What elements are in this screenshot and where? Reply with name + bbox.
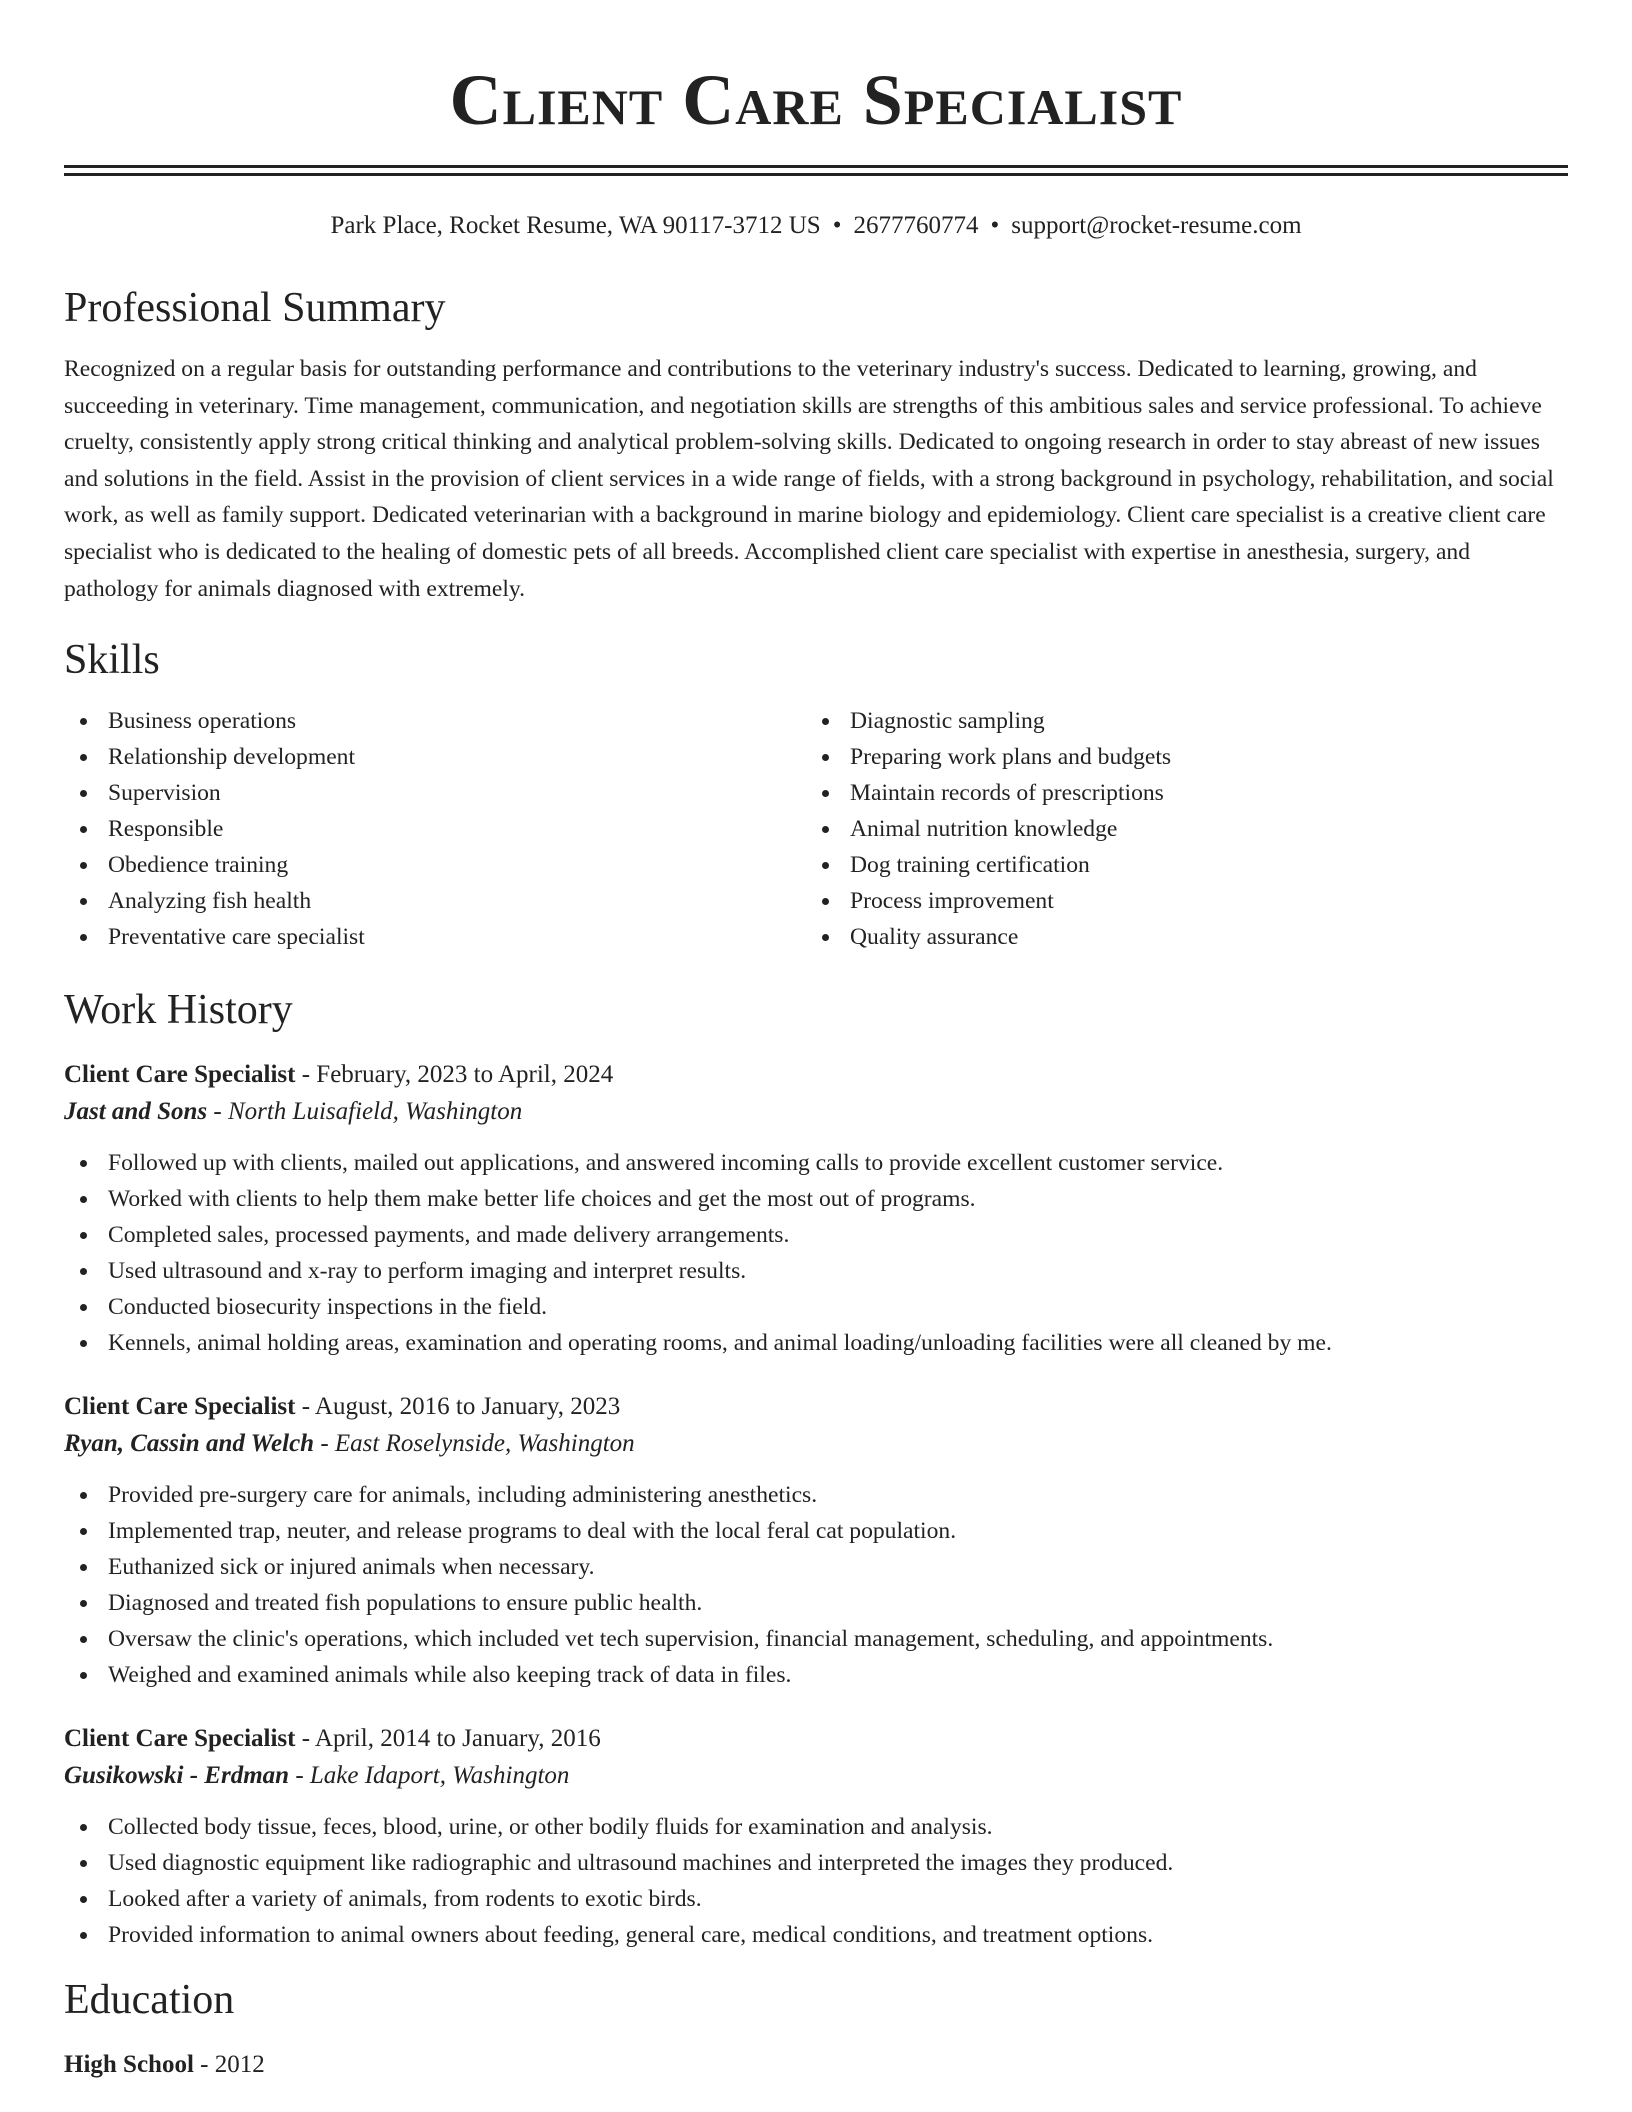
job-bullet: Weighed and examined animals while also keeping track of data in files. bbox=[64, 1657, 1568, 1693]
job-title-line bbox=[64, 1721, 1568, 1757]
job-bullet: Diagnosed and treated fish populations to ensure public health. bbox=[64, 1585, 1568, 1621]
job-bullet: Looked after a variety of animals, from rodents to exotic birds. bbox=[64, 1881, 1568, 1917]
job-title: Client Care Specialist bbox=[64, 1725, 296, 1753]
job-bullet: Oversaw the clinic's operations, which included vet tech supervision, financial management, scheduling, and appointments. bbox=[64, 1621, 1568, 1657]
job-dates: February, 2023 to April, 2024 bbox=[316, 1061, 614, 1089]
job-dash: - bbox=[314, 1430, 335, 1458]
contact-separator: • bbox=[832, 212, 842, 239]
job-bullet: Euthanized sick or injured animals when necessary. bbox=[64, 1549, 1568, 1585]
job-bullet: Kennels, animal holding areas, examination and operating rooms, and animal loading/unloading facilities were all cleaned by me. bbox=[64, 1325, 1568, 1361]
contact-phone: 2677760774 bbox=[853, 212, 979, 239]
title-double-rule bbox=[64, 165, 1568, 176]
job-bullet: Collected body tissue, feces, blood, urine, or other bodily fluids for examination and analysis. bbox=[64, 1809, 1568, 1845]
job-dates: August, 2016 to January, 2023 bbox=[314, 1393, 621, 1421]
job-title: Client Care Specialist bbox=[64, 1393, 296, 1421]
job-dates: April, 2014 to January, 2016 bbox=[314, 1725, 601, 1753]
contact-separator: • bbox=[990, 212, 1000, 239]
job-company: Jast and Sons bbox=[64, 1098, 208, 1126]
job-company-line bbox=[64, 1757, 1568, 1795]
job-company-line bbox=[64, 1093, 1568, 1131]
job-bullets bbox=[64, 1477, 1568, 1693]
skill-item: Animal nutrition knowledge bbox=[806, 811, 1548, 847]
education-year: 2012 bbox=[214, 2051, 265, 2079]
job-company: Ryan, Cassin and Welch bbox=[64, 1430, 315, 1458]
job-dash: - bbox=[295, 1061, 317, 1089]
skill-item: Analyzing fish health bbox=[64, 883, 806, 919]
job-bullet: Followed up with clients, mailed out applications, and answered incoming calls to provide excellent customer service. bbox=[64, 1145, 1568, 1181]
job-company-line bbox=[64, 1425, 1568, 1463]
contact-email: support@rocket-resume.com bbox=[1011, 212, 1302, 239]
skill-item: Preventative care specialist bbox=[64, 919, 806, 955]
education-heading: Education bbox=[64, 1977, 235, 2024]
job-bullets bbox=[64, 1145, 1568, 1361]
job-bullet: Conducted biosecurity inspections in the field. bbox=[64, 1289, 1568, 1325]
job-bullet: Used ultrasound and x-ray to perform imaging and interpret results. bbox=[64, 1253, 1568, 1289]
resume-title: Client Care Specialist bbox=[449, 60, 1183, 140]
skill-item: Maintain records of prescriptions bbox=[806, 775, 1548, 811]
job-location: East Roselynside, Washington bbox=[334, 1430, 635, 1458]
job-dash: - bbox=[289, 1762, 310, 1790]
education-degree: High School bbox=[64, 2051, 194, 2079]
contact-address: Park Place, Rocket Resume, WA 90117-3712 US bbox=[330, 212, 821, 239]
job-bullet: Used diagnostic equipment like radiographic and ultrasound machines and interpreted the images they produced. bbox=[64, 1845, 1568, 1881]
skill-item: Process improvement bbox=[806, 883, 1548, 919]
job-bullet: Provided pre-surgery care for animals, including administering anesthetics. bbox=[64, 1477, 1568, 1513]
education-separator: - bbox=[193, 2051, 215, 2079]
job-title: Client Care Specialist bbox=[64, 1061, 296, 1089]
skills-columns bbox=[64, 703, 1568, 955]
job-bullet: Worked with clients to help them make better life choices and get the most out of programs. bbox=[64, 1181, 1568, 1217]
skills-heading: Skills bbox=[64, 637, 160, 684]
job-entry bbox=[64, 1721, 1568, 1953]
skill-item: Obedience training bbox=[64, 847, 806, 883]
contact-line bbox=[64, 209, 1568, 243]
skill-item: Quality assurance bbox=[806, 919, 1548, 955]
work-history-heading: Work History bbox=[64, 987, 293, 1034]
skills-list-right bbox=[806, 703, 1548, 955]
skill-item: Business operations bbox=[64, 703, 806, 739]
skills-list-left bbox=[64, 703, 806, 955]
job-title-line bbox=[64, 1057, 1568, 1093]
work-history-list bbox=[64, 1057, 1568, 1953]
summary-text: Recognized on a regular basis for outstanding performance and contributions to the veterinary industry's success. Dedicated to learning, growing, and succeeding in veterinary. Time management, communication, and negotiation skills are strengths of this ambitious sales and service professional. To achieve cruelty, consistently apply strong critical thinking and analytical problem-solving skills. Dedicated to ongoing research in order to stay abreast of new issues and solutions in the field. Assist in the provision of client services in a wide range of fields, with a strong background in psychology, rehabilitation, and social work, as well as family support. Dedicated veterinarian with a background in marine biology and epidemiology. Client care specialist is a creative client care specialist who is dedicated to the healing of domestic pets of all breeds. Accomplished client care specialist with expertise in anesthesia, surgery, and pathology for animals diagnosed with extremely. bbox=[64, 356, 1554, 602]
education-entry bbox=[64, 2047, 1568, 2083]
skill-item: Supervision bbox=[64, 775, 806, 811]
job-dash: - bbox=[295, 1393, 315, 1421]
summary-heading: Professional Summary bbox=[64, 285, 446, 331]
job-bullets bbox=[64, 1809, 1568, 1953]
job-entry bbox=[64, 1389, 1568, 1693]
job-location: North Luisafield, Washington bbox=[227, 1098, 523, 1126]
job-entry bbox=[64, 1057, 1568, 1361]
skill-item: Preparing work plans and budgets bbox=[806, 739, 1548, 775]
job-bullet: Implemented trap, neuter, and release programs to deal with the local feral cat population. bbox=[64, 1513, 1568, 1549]
skill-item: Diagnostic sampling bbox=[806, 703, 1548, 739]
skill-item: Relationship development bbox=[64, 739, 806, 775]
skill-item: Responsible bbox=[64, 811, 806, 847]
job-company: Gusikowski - Erdman bbox=[64, 1762, 290, 1790]
skill-item: Dog training certification bbox=[806, 847, 1548, 883]
job-dash: - bbox=[207, 1098, 228, 1126]
job-bullet: Completed sales, processed payments, and made delivery arrangements. bbox=[64, 1217, 1568, 1253]
job-location: Lake Idaport, Washington bbox=[309, 1762, 570, 1790]
job-title-line bbox=[64, 1389, 1568, 1425]
job-bullet: Provided information to animal owners about feeding, general care, medical conditions, and treatment options. bbox=[64, 1917, 1568, 1953]
job-dash: - bbox=[295, 1725, 315, 1753]
